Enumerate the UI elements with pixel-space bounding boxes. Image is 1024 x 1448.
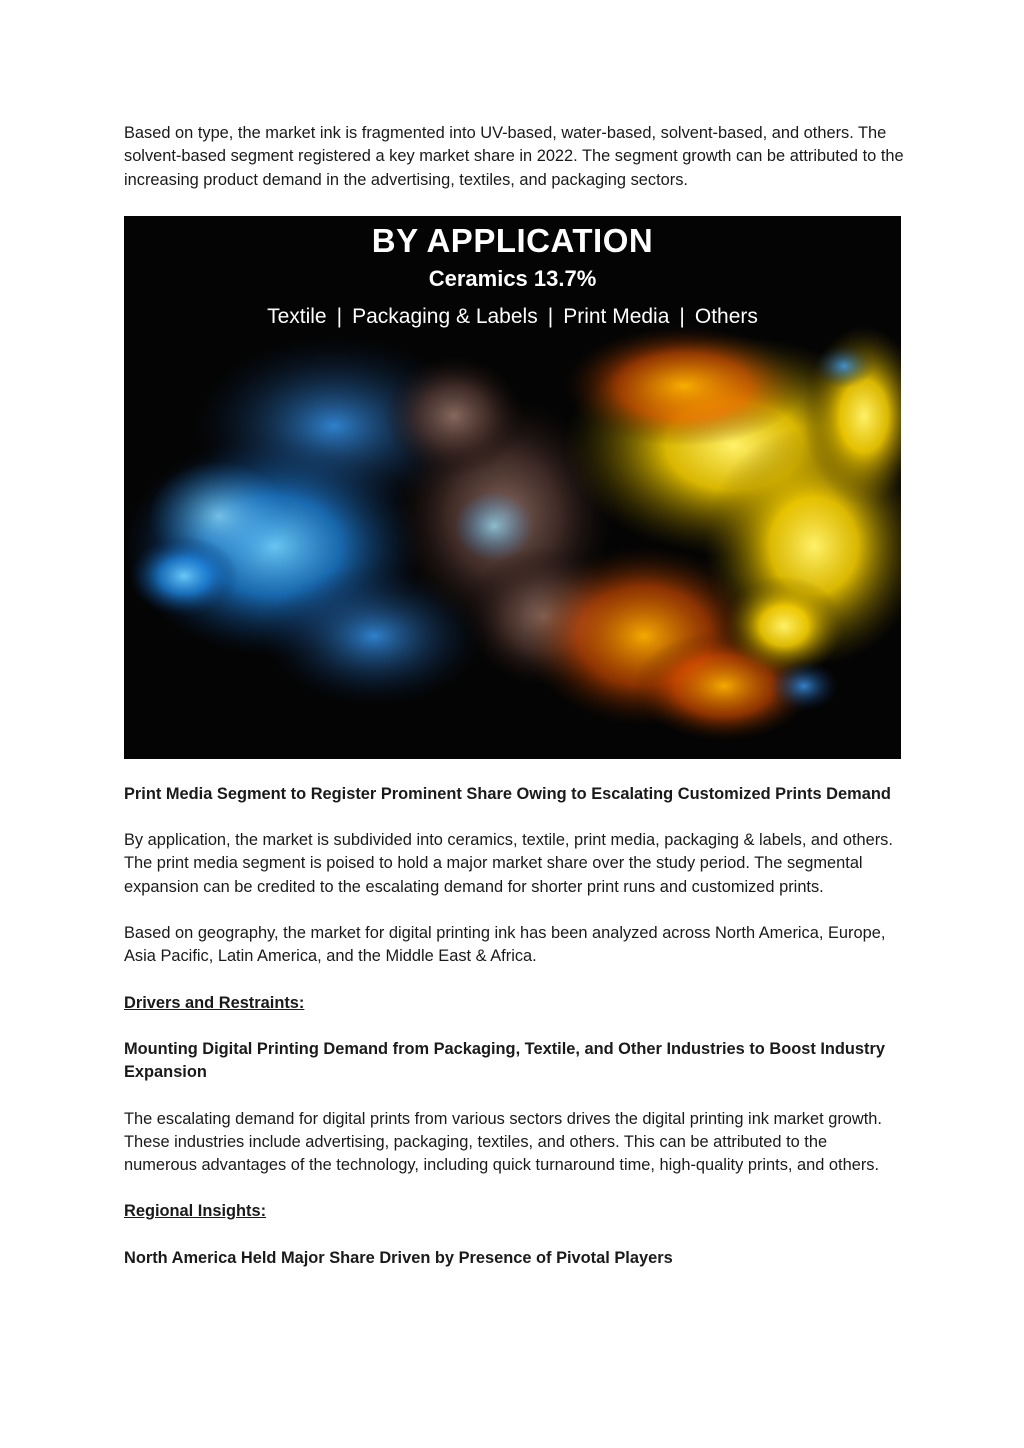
category-separator: | [336,304,343,328]
category-packaging-labels: Packaging & Labels [352,304,538,328]
print-media-paragraph: By application, the market is subdivided into ceramics, textile, print media, packaging & labels, and others. The print media segment is poised to hold a major market share over the study period. The segmental expansion can be credited to the escalating demand for shorter print runs and customized prints. [124,831,893,896]
category-others: Others [694,304,758,328]
regional-heading: Regional Insights: [124,1202,267,1221]
intro-paragraph: Based on type, the market ink is fragmented into UV-based, water-based, solvent-based, and others. The solvent-based segment registered a key market share in 2022. The segment growth can be attributed to the increasing product demand in the advertising, textiles, and packaging sectors. [124,124,904,189]
drivers-subheading: Mounting Digital Printing Demand from Packaging, Textile, and Other Industries to Boost Industry Expansion [124,1039,886,1082]
banner-categories [124,305,901,329]
application-banner-image [124,216,901,759]
banner-title: BY APPLICATION [371,221,654,259]
document-page [124,122,904,1293]
banner-subtitle: Ceramics 13.7% [428,265,597,291]
category-print-media: Print Media [563,304,670,328]
regional-subheading: North America Held Major Share Driven by Presence of Pivotal Players [124,1248,673,1267]
geography-paragraph: Based on geography, the market for digital printing ink has been analyzed across North America, Europe, Asia Pacific, Latin America, and the Middle East & Africa. [124,924,886,966]
category-separator: | [547,304,554,328]
drivers-heading: Drivers and Restraints: [124,993,305,1012]
drivers-paragraph: The escalating demand for digital prints from various sectors drives the digital printing ink market growth. These industries include advertising, packaging, textiles, and others. This can be attributed to the numerous advantages of the technology, including quick turnaround time, high-quality prints, and others. [124,1109,882,1175]
ink-splash-illustration [124,216,901,759]
category-separator: | [679,304,685,328]
print-media-heading: Print Media Segment to Register Prominent Share Owing to Escalating Customized Prints Demand [124,784,891,803]
category-textile: Textile [267,304,327,328]
